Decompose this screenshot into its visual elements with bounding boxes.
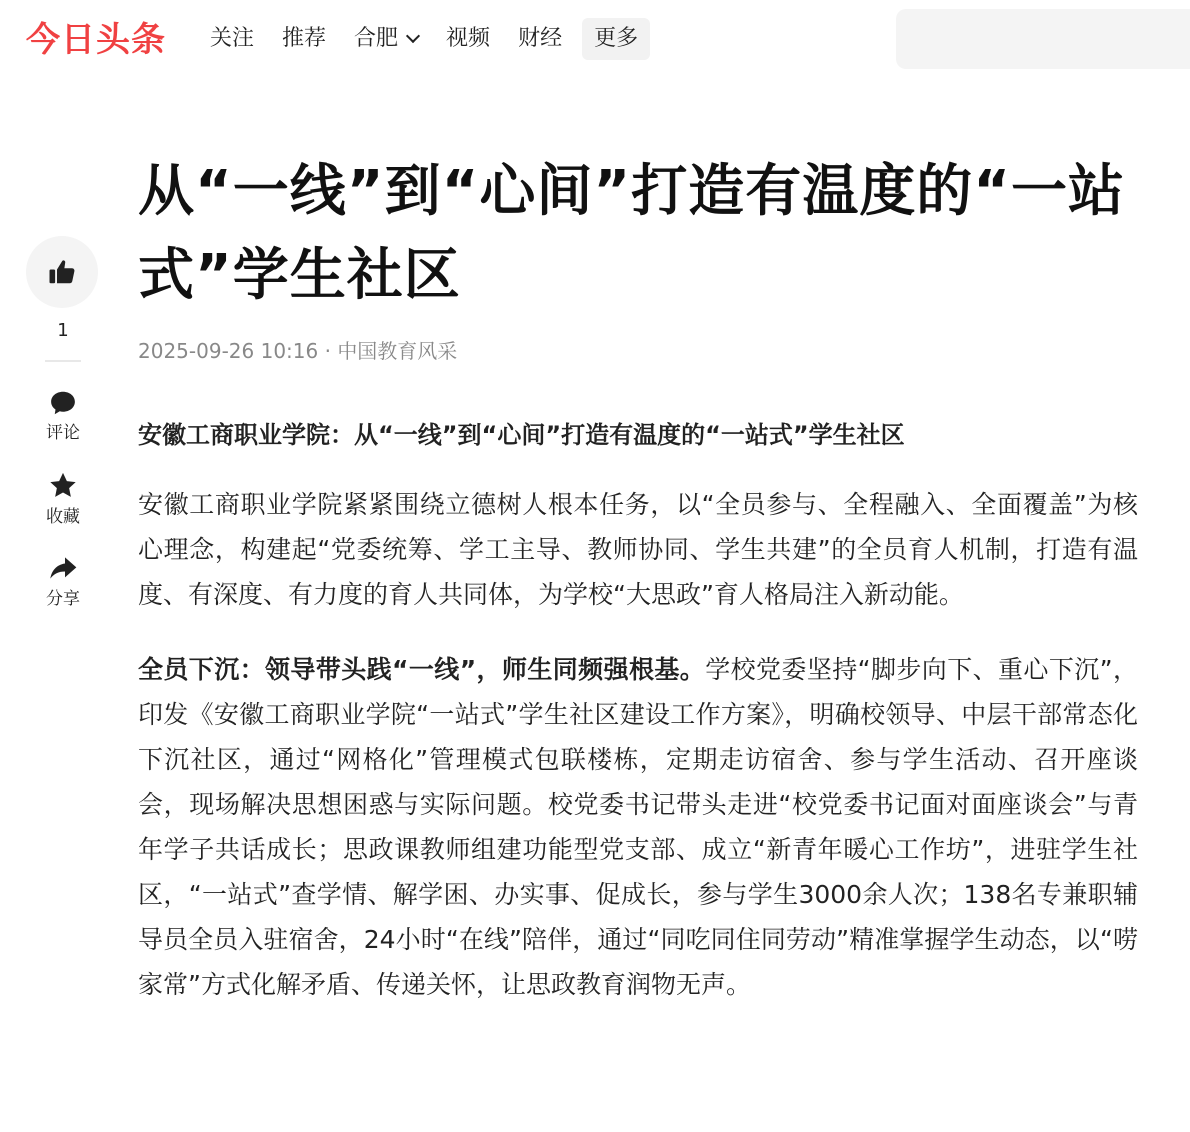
nav-item-recommend[interactable] — [268, 18, 340, 60]
top-header — [0, 0, 1190, 80]
collect-label: 收藏 — [46, 507, 80, 527]
article-meta — [138, 338, 1138, 364]
article-title: 从“一线”到“心间”打造有温度的“一站式”学生社区 — [138, 159, 1126, 308]
nav-item-more[interactable] — [582, 18, 650, 60]
thumbs-up-icon — [47, 257, 77, 287]
share-label: 分享 — [46, 589, 80, 609]
collect-button[interactable] — [26, 470, 100, 528]
nav-item-finance[interactable] — [504, 18, 576, 60]
section-heading: 全员下沉：领导带头践“一线”，师生同频强根基。 — [138, 655, 706, 684]
article-paragraph — [138, 647, 1138, 1007]
comment-label: 评论 — [46, 423, 80, 443]
search-input[interactable] — [896, 9, 1190, 69]
nav-item-video[interactable] — [432, 18, 504, 60]
nav-label: 关注 — [210, 26, 255, 51]
article-source[interactable]: 中国教育风采 — [337, 339, 458, 363]
meta-separator: · — [318, 339, 338, 363]
nav-label: 合肥 — [354, 26, 399, 51]
nav-label: 更多 — [594, 26, 639, 51]
comment-icon — [48, 388, 78, 418]
rail-divider — [45, 360, 81, 362]
nav-label: 财经 — [518, 26, 563, 51]
article-lead: 安徽工商职业学院：从“一线”到“心间”打造有温度的“一站式”学生社区 — [138, 421, 905, 449]
share-button[interactable] — [26, 552, 100, 610]
publish-time: 2025-09-26 10:16 — [138, 339, 319, 363]
article-paragraph: 安徽工商职业学院紧紧围绕立德树人根本任务，以“全员参与、全程融入、全面覆盖”为核心理念，构建起“党委统筹、学工主导、教师协同、学生共建”的全员育人机制，打造有温度、有深度、有力度的育人共同体，为学校“大思政”育人格局注入新动能。 — [138, 490, 1138, 609]
site-logo[interactable]: 今日头条 — [26, 20, 166, 60]
nav-item-follow[interactable] — [196, 18, 268, 60]
nav-label: 视频 — [446, 26, 491, 51]
star-icon — [47, 470, 79, 502]
chevron-down-icon — [406, 29, 420, 43]
like-count: 1 — [57, 320, 69, 341]
share-icon — [47, 552, 79, 584]
nav-label: 推荐 — [282, 26, 327, 51]
like-button[interactable] — [26, 236, 98, 308]
article — [138, 150, 1138, 1007]
comment-button[interactable] — [26, 388, 100, 444]
nav-item-city[interactable] — [340, 18, 432, 60]
action-rail — [26, 236, 100, 610]
top-nav — [196, 18, 650, 60]
paragraph-text: 学校党委坚持“脚步向下、重心下沉”，印发《安徽工商职业学院“一站式”学生社区建设工作方案》，明确校领导、中层干部常态化下沉社区，通过“网格化”管理模式包联楼栋，定期走访宿舍、参与学生活动、召开座谈会，现场解决思想困惑与实际问题。校党委书记带头走进“校党委书记面对面座谈会”与青年学子共话成长；思政课教师组建功能型党支部、成立“新青年暖心工作坊”，进驻学生社区，“一站式”查学情、解学困、办实事、促成长，参与学生3000余人次；138名专兼职辅导员全员入驻宿舍，24小时“在线”陪伴，通过“同吃同住同劳动”精准掌握学生动态，以“唠家常”方式化解矛盾、传递关怀，让思政教育润物无声。 — [138, 655, 1139, 999]
